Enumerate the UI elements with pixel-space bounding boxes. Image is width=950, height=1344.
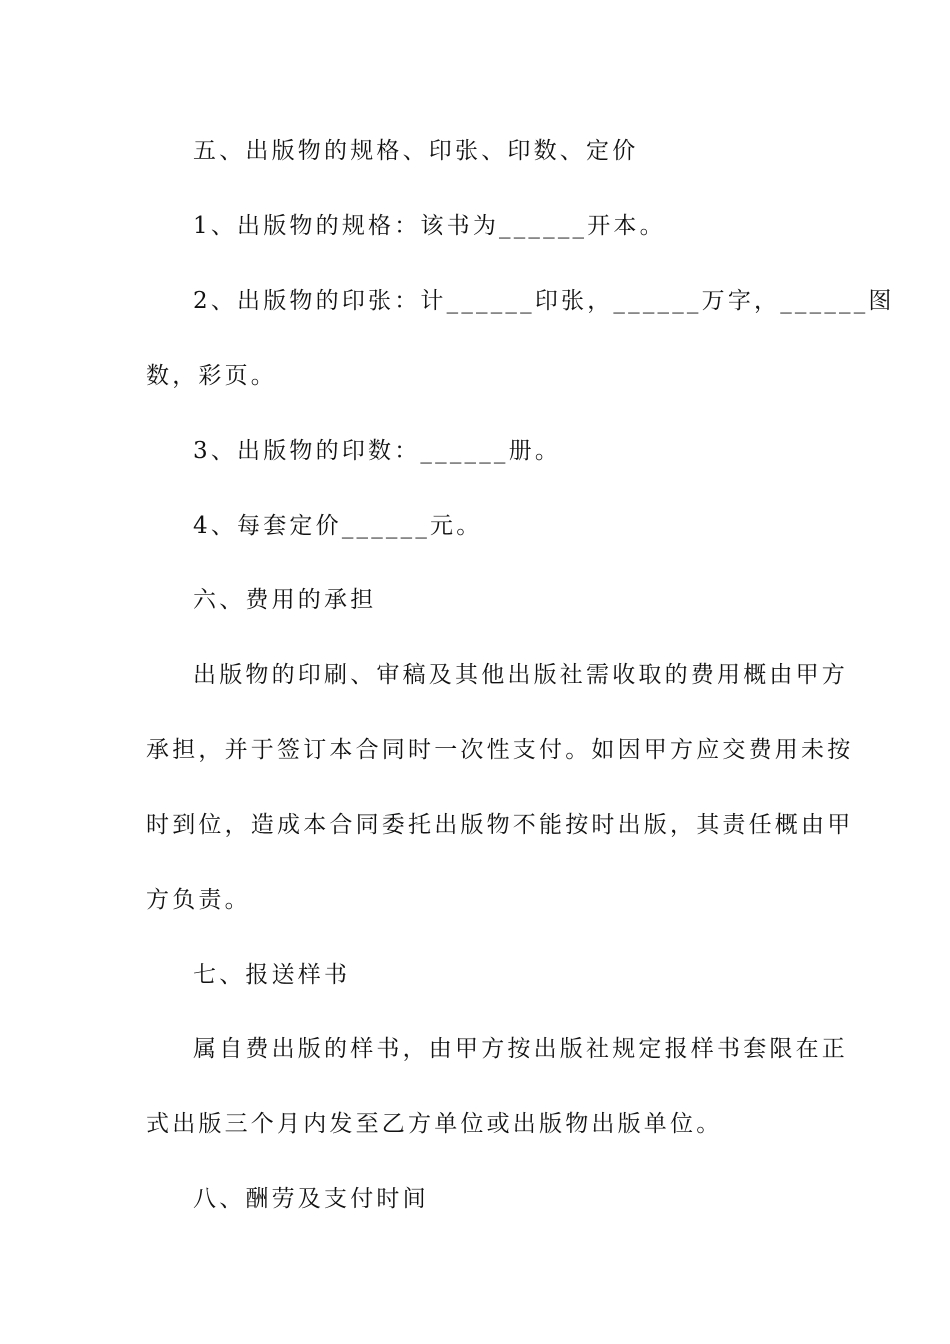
cost-paragraph-line-2: 承担，并于签订本合同时一次性支付。如因甲方应交费用未按 (146, 737, 854, 763)
section-heading-6: 六、费用的承担 (193, 587, 377, 613)
spec-print-count-line: 3、出版物的印数：______册。 (193, 438, 562, 464)
cost-paragraph-line-4: 方负责。 (146, 887, 251, 913)
sample-paragraph-line-1: 属自费出版的样书，由甲方按出版社规定报样书套限在正 (193, 1036, 848, 1062)
spec-size-line: 1、出版物的规格：该书为______开本。 (193, 213, 666, 239)
sample-paragraph-line-2: 式出版三个月内发至乙方单位或出版物出版单位。 (146, 1111, 723, 1137)
spec-sheets-line-cont: 数，彩页。 (146, 363, 277, 389)
spec-sheets-line: 2、出版物的印张：计______印张，______万字，______图 (193, 288, 895, 314)
section-heading-7: 七、报送样书 (193, 962, 351, 988)
section-heading-5: 五、出版物的规格、印张、印数、定价 (193, 138, 639, 164)
cost-paragraph-line-1: 出版物的印刷、审稿及其他出版社需收取的费用概由甲方 (193, 662, 848, 688)
section-heading-8: 八、酬劳及支付时间 (193, 1186, 429, 1212)
spec-price-line: 4、每套定价______元。 (193, 513, 483, 539)
cost-paragraph-line-3: 时到位，造成本合同委托出版物不能按时出版，其责任概由甲 (146, 812, 854, 838)
